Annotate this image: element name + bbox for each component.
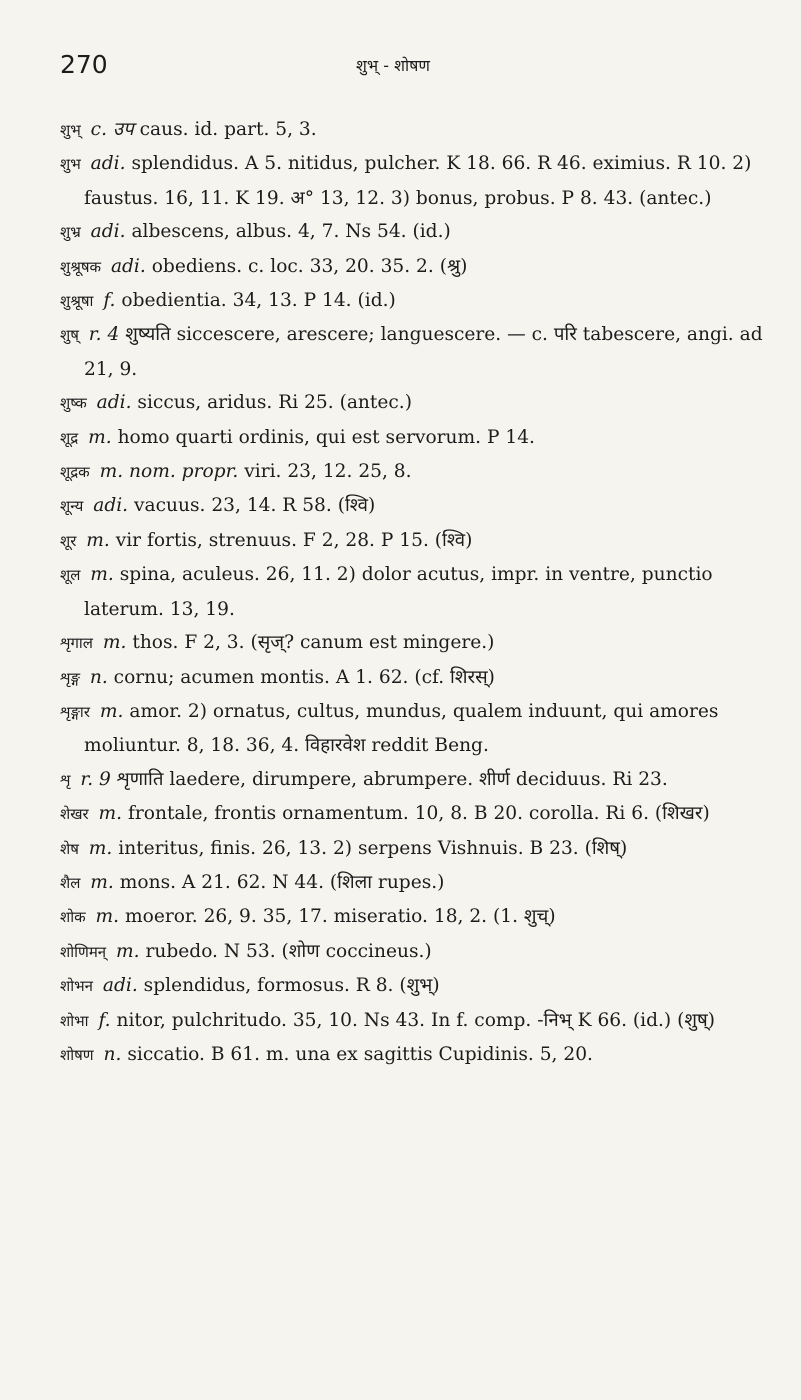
entry-definition: rubedo. N 53. (शोण coccineus.) [145,940,432,962]
entry-headword: शूद्र [60,428,79,447]
dictionary-entry [60,421,780,455]
entry-grammar: m. [98,803,123,825]
entry-definition: frontale, frontis ornamentum. 10, 8. B 20. corolla. Ri 6. (शिखर) [128,803,710,825]
entry-definition: mons. A 21. 62. N 44. (शिला rupes.) [119,871,445,893]
entry-headword: शूद्रक [60,463,90,482]
dictionary-entry [60,215,780,249]
entry-headword: शुभ [60,155,81,174]
entry-grammar: r. 4 [88,324,120,346]
entry-definition: spina, aculeus. 26, 11. 2) dolor acutus, impr. in ventre, punctio laterum. 13, 19. [84,564,713,620]
entry-definition: thos. F 2, 3. (सृज्? canum est mingere.) [132,632,495,654]
entry-grammar: adi. [93,495,129,517]
running-head: शुभ् - शोषण [356,56,430,75]
dictionary-entry [60,489,780,523]
entry-headword: शुष्क [60,394,87,413]
entry-definition: शुष्यति siccescere, arescere; languescere. — c. परि tabescere, angi. ad 21, 9. [84,324,763,380]
entry-grammar: adi. [90,221,126,243]
entry-definition: splendidus. A 5. nitidus, pulcher. K 18. 66. R 46. eximius. R 10. 2) faustus. 16, 11. K 19. अ° 13, 12. 3) bonus, probus. P 8. 43. (antec.) [84,153,752,209]
dictionary-entry [60,763,780,797]
entry-headword: शून्य [60,497,84,516]
entry-grammar: m. [90,564,114,586]
dictionary-entry [60,626,780,660]
entry-headword: शुष् [60,326,79,345]
entry-headword: शूल [60,566,81,585]
entry-grammar: f. [98,1009,111,1031]
entry-definition: interitus, finis. 26, 13. 2) serpens Vishnuis. B 23. (शिष्) [118,837,628,859]
entry-definition: शृणाति laedere, dirumpere, abrumpere. शीर्ण deciduus. Ri 23. [116,768,668,790]
entry-headword: शैल [60,873,81,892]
entry-grammar: adi. [90,153,126,175]
entry-grammar: m. [102,632,127,654]
entry-headword: शेखर [60,805,89,824]
dictionary-entry [60,969,780,1003]
dictionary-entry [60,1004,780,1038]
entry-definition: homo quarti ordinis, qui est servorum. P 14. [117,426,535,448]
entry-grammar: adi. [110,255,146,277]
entry-grammar: m. nom. propr. [99,461,239,483]
dictionary-entry [60,797,780,831]
entry-definition: albescens, albus. 4, 7. Ns 54. (id.) [131,221,451,243]
entry-grammar: m. [90,871,114,893]
entry-definition: nitor, pulchritudo. 35, 10. Ns 43. In f. comp. -निभ् K 66. (id.) (शुष्) [116,1009,715,1031]
entry-headword: शोभन [60,977,93,996]
entry-definition: viri. 23, 12. 25, 8. [244,461,412,483]
entry-definition: splendidus, formosus. R 8. (शुभ्) [143,975,440,997]
entry-headword: शोभा [60,1011,89,1030]
entry-grammar: n. [89,666,108,688]
entry-definition: amor. 2) ornatus, cultus, mundus, qualem induunt, qui amores moliuntur. 8, 18. 36, 4. विहारवेश reddit Beng. [84,700,719,757]
dictionary-entry [60,113,780,147]
entry-headword: शुश्रूषा [60,292,94,311]
entry-definition: moeror. 26, 9. 35, 17. miseratio. 18, 2. (1. शुच्) [125,906,556,928]
entry-headword: शूर [60,531,77,550]
dictionary-entry [60,832,780,866]
entry-headword: शृ [60,770,71,789]
dictionary-entry [60,147,780,215]
dictionary-entry [60,524,780,558]
entry-headword: शृङ्ग [60,668,80,687]
dictionary-entry [60,866,780,900]
entry-headword: शेष [60,839,79,858]
entry-grammar: r. 9 [80,768,111,790]
dictionary-entry [60,1038,780,1072]
entry-grammar: f. [103,290,116,312]
page-number: 270 [60,50,108,79]
dictionary-entry [60,900,780,934]
entry-headword: शुभ् [60,121,81,139]
dictionary-entry [60,250,780,284]
entry-headword: शृगाल [60,634,93,653]
dictionary-entry [60,318,780,386]
entry-definition: vir fortis, strenuus. F 2, 28. P 15. (श्वि) [115,529,473,551]
dictionary-entry [60,284,780,318]
entry-grammar: m. [116,940,140,962]
entry-headword: शोषण [60,1045,94,1064]
entry-definition: siccatio. B 61. m. una ex sagittis Cupidinis. 5, 20. [127,1043,593,1065]
entry-headword: शुश्रूषक [60,257,102,276]
dictionary-entry [60,661,780,695]
entry-definition: obediens. c. loc. 33, 20. 35. 2. (श्रु) [151,255,468,277]
entry-grammar: adi. [102,975,138,997]
entry-headword: शोक [60,908,86,927]
entry-grammar: n. [103,1043,122,1065]
entry-grammar: m. [88,837,113,859]
entry-headword: शृङ्गार [60,702,90,721]
entry-definition: vacuus. 23, 14. R 58. (श्वि) [134,495,376,517]
entry-grammar: m. [86,529,110,551]
entry-grammar: m. [95,906,120,928]
dictionary-entry [60,695,780,763]
entry-definition: cornu; acumen montis. A 1. 62. (cf. शिरस्) [113,666,495,688]
entry-headword: शोणिमन् [60,942,107,961]
dictionary-entry [60,935,780,969]
entry-definition: siccus, aridus. Ri 25. (antec.) [137,392,412,414]
entry-definition: obedientia. 34, 13. P 14. (id.) [121,290,396,312]
entry-grammar: m. [99,700,124,722]
entry-grammar: adi. [96,392,132,414]
dictionary-entries [60,113,780,1072]
entry-headword: शुभ्र [60,223,81,242]
entry-grammar: c. उप [90,119,134,140]
dictionary-entry [60,558,780,626]
dictionary-entry [60,386,780,420]
entry-grammar: m. [88,426,112,448]
entry-definition: caus. id. part. 5, 3. [139,119,317,140]
dictionary-entry [60,455,780,489]
